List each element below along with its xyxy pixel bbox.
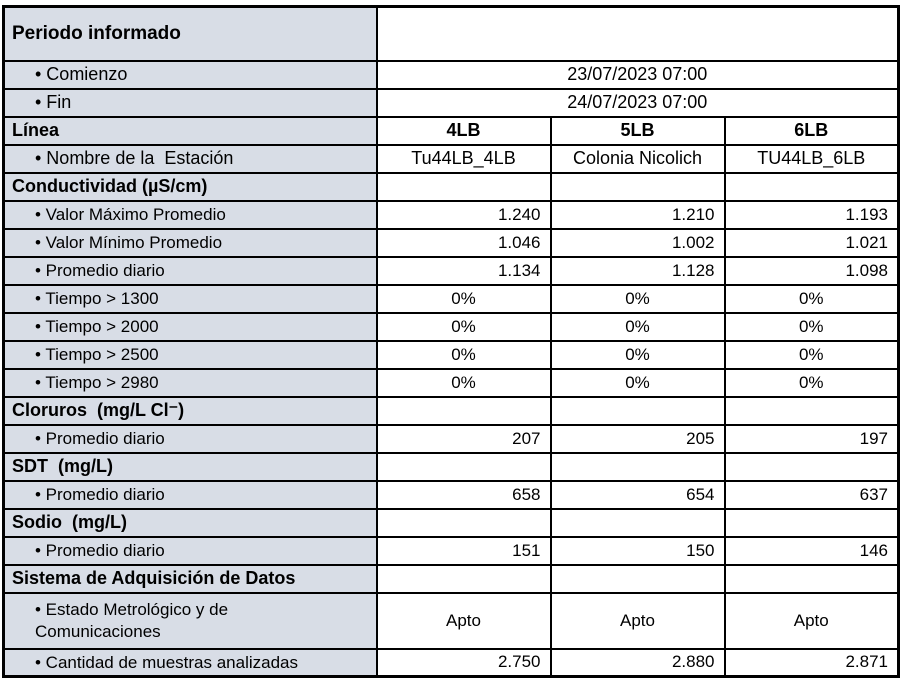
empty-cell	[725, 509, 899, 537]
value-cell-4lb: 1.046	[377, 229, 551, 257]
row-promedio-diario-sodio	[4, 537, 899, 565]
column-header-5lb: 5LB	[551, 117, 725, 145]
row-label-line2: Comunicaciones	[35, 621, 161, 641]
empty-cell	[725, 397, 899, 425]
row-estado-metrologico	[4, 593, 899, 649]
value-cell-4lb: 0%	[377, 369, 551, 397]
value-cell-4lb: 1.240	[377, 201, 551, 229]
empty-cell	[551, 565, 725, 593]
empty-cell	[377, 453, 551, 481]
value-cell-6lb: 1.098	[725, 257, 899, 285]
row-tiempo-2980	[4, 369, 899, 397]
value-cell-5lb: Colonia Nicolich	[551, 145, 725, 173]
value-cell-6lb: 0%	[725, 285, 899, 313]
row-cantidad-muestras	[4, 649, 899, 677]
row-label: Periodo informado	[4, 7, 377, 61]
empty-cell	[725, 565, 899, 593]
empty-cell	[551, 509, 725, 537]
empty-cell	[377, 7, 899, 61]
row-label: • Promedio diario	[4, 481, 377, 509]
value-cell-5lb: 205	[551, 425, 725, 453]
merged-value-cell: 23/07/2023 07:00	[377, 61, 899, 89]
value-cell-5lb: 1.128	[551, 257, 725, 285]
row-label: Cloruros (mg/L Cl⁻)	[4, 397, 377, 425]
value-cell-5lb: 1.210	[551, 201, 725, 229]
value-cell-4lb: 2.750	[377, 649, 551, 677]
row-label: • Valor Mínimo Promedio	[4, 229, 377, 257]
row-label: SDT (mg/L)	[4, 453, 377, 481]
row-label: • Fin	[4, 89, 377, 117]
row-label: • Cantidad de muestras analizadas	[4, 649, 377, 677]
column-header-4lb: 4LB	[377, 117, 551, 145]
row-cloruros-header	[4, 397, 899, 425]
row-nombre-estacion	[4, 145, 899, 173]
row-label: • Valor Máximo Promedio	[4, 201, 377, 229]
row-linea	[4, 117, 899, 145]
row-comienzo	[4, 61, 899, 89]
row-label: • Comienzo	[4, 61, 377, 89]
row-label: Línea	[4, 117, 377, 145]
empty-cell	[551, 453, 725, 481]
value-cell-5lb: Apto	[551, 593, 725, 649]
empty-cell	[725, 453, 899, 481]
row-label: • Tiempo > 2000	[4, 313, 377, 341]
row-periodo-informado	[4, 7, 899, 61]
value-cell-6lb: 0%	[725, 369, 899, 397]
value-cell-5lb: 654	[551, 481, 725, 509]
value-cell-4lb: 0%	[377, 285, 551, 313]
empty-cell	[725, 173, 899, 201]
value-cell-6lb: 0%	[725, 341, 899, 369]
row-label: • Promedio diario	[4, 537, 377, 565]
row-tiempo-2500	[4, 341, 899, 369]
row-tiempo-2000	[4, 313, 899, 341]
column-header-6lb: 6LB	[725, 117, 899, 145]
value-cell-4lb: 1.134	[377, 257, 551, 285]
value-cell-6lb: 0%	[725, 313, 899, 341]
row-label: • Tiempo > 1300	[4, 285, 377, 313]
value-cell-4lb: Tu44LB_4LB	[377, 145, 551, 173]
value-cell-5lb: 1.002	[551, 229, 725, 257]
value-cell-4lb: 658	[377, 481, 551, 509]
value-cell-6lb: 197	[725, 425, 899, 453]
row-label: • Tiempo > 2500	[4, 341, 377, 369]
row-valor-minimo	[4, 229, 899, 257]
value-cell-6lb: Apto	[725, 593, 899, 649]
row-label-line1: • Estado Metrológico y de	[35, 600, 229, 620]
row-label: Conductividad (µS/cm)	[4, 173, 377, 201]
row-label: Sodio (mg/L)	[4, 509, 377, 537]
value-cell-5lb: 0%	[551, 341, 725, 369]
empty-cell	[551, 397, 725, 425]
value-cell-4lb: 0%	[377, 341, 551, 369]
row-promedio-diario-conductividad	[4, 257, 899, 285]
empty-cell	[377, 565, 551, 593]
value-cell-6lb: 2.871	[725, 649, 899, 677]
value-cell-5lb: 0%	[551, 313, 725, 341]
empty-cell	[377, 397, 551, 425]
report-table	[2, 5, 900, 678]
row-promedio-diario-sdt	[4, 481, 899, 509]
row-label: • Nombre de la Estación	[4, 145, 377, 173]
value-cell-4lb: 207	[377, 425, 551, 453]
value-cell-6lb: 1.021	[725, 229, 899, 257]
value-cell-5lb: 0%	[551, 369, 725, 397]
value-cell-4lb: 0%	[377, 313, 551, 341]
value-cell-6lb: 1.193	[725, 201, 899, 229]
row-valor-maximo	[4, 201, 899, 229]
value-cell-4lb: 151	[377, 537, 551, 565]
row-label: • Tiempo > 2980	[4, 369, 377, 397]
value-cell-6lb: 146	[725, 537, 899, 565]
row-label: Sistema de Adquisición de Datos	[4, 565, 377, 593]
row-conductividad-header	[4, 173, 899, 201]
value-cell-6lb: 637	[725, 481, 899, 509]
row-label	[4, 593, 377, 649]
row-label: • Promedio diario	[4, 425, 377, 453]
value-cell-6lb: TU44LB_6LB	[725, 145, 899, 173]
row-promedio-diario-cloruros	[4, 425, 899, 453]
empty-cell	[551, 173, 725, 201]
row-sodio-header	[4, 509, 899, 537]
row-sistema-header	[4, 565, 899, 593]
merged-value-cell: 24/07/2023 07:00	[377, 89, 899, 117]
value-cell-4lb: Apto	[377, 593, 551, 649]
row-tiempo-1300	[4, 285, 899, 313]
row-fin	[4, 89, 899, 117]
row-label: • Promedio diario	[4, 257, 377, 285]
report-table-container	[2, 5, 900, 678]
row-sdt-header	[4, 453, 899, 481]
value-cell-5lb: 0%	[551, 285, 725, 313]
value-cell-5lb: 150	[551, 537, 725, 565]
empty-cell	[377, 509, 551, 537]
value-cell-5lb: 2.880	[551, 649, 725, 677]
empty-cell	[377, 173, 551, 201]
